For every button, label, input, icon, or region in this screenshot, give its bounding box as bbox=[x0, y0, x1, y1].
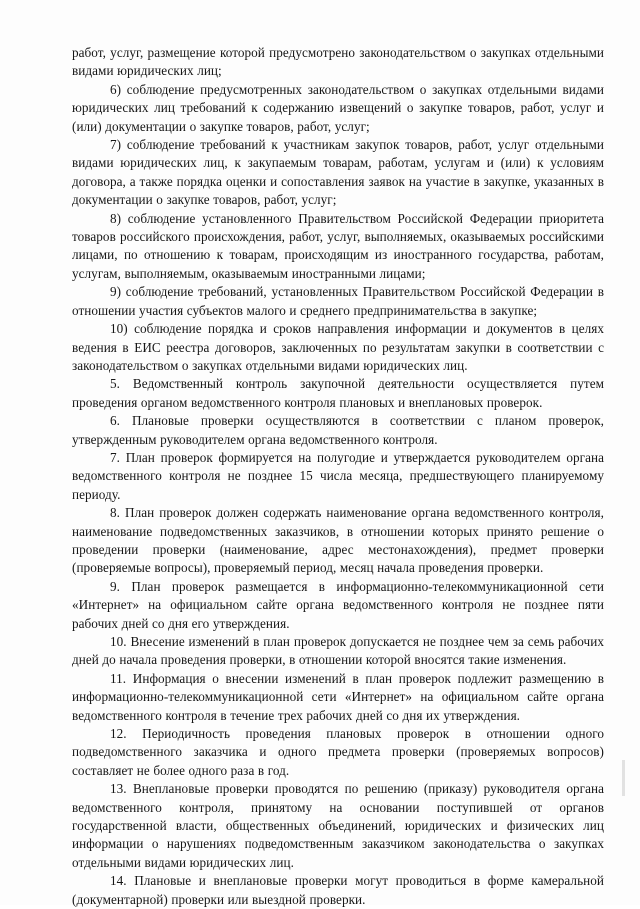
paragraph-item-8: 8) соблюдение установленного Правительством Российской Федерации приоритета товаров российского происхождения, работ, услуг, выполняемых, оказываемых российскими лицами, по отношению к товарам, происходящим из иностранного государства, работам, услугам, выполняемым, оказываемым иностранными лицами; bbox=[72, 210, 604, 281]
paragraph-item-6: 6) соблюдение предусмотренных законодательством о закупках отдельными видами юридических лиц требований к содержанию извещений о закупке товаров, работ, услуг и (или) документации о закупке товаров, работ, услуг; bbox=[72, 81, 604, 134]
paragraph-section-6: 6. Плановые проверки осуществляются в соответствии с планом проверок, утвержденным руководителем органа ведомственного контроля. bbox=[72, 413, 604, 447]
paragraph-section-13: 13. Внеплановые проверки проводятся по решению (приказу) руководителя органа ведомственного контроля, принятому на основании поступившей от органов государственной власти, общественных объединений, юридических и физических лиц информации о нарушениях подведомственным заказчиком законодательства о закупках отдельными видами юридических лиц. bbox=[72, 781, 604, 870]
paragraph-section-12: 12. Периодичность проведения плановых проверок в отношении одного подведомственного заказчика и одного предмета проверки (проверяемых вопросов) составляет не более одного раза в год. bbox=[72, 726, 604, 778]
paragraph-section-14: 14. Плановые и внеплановые проверки могут проводиться в форме камеральной (документарной) проверки или выездной проверки. bbox=[72, 873, 604, 907]
paragraph-item-9: 9) соблюдение требований, установленных Правительством Российской Федерации в отношении участия субъектов малого и среднего предпринимательства в закупке; bbox=[72, 284, 604, 318]
paragraph-item-10: 10) соблюдение порядка и сроков направления информации и документов в целях ведения в ЕИС реестра договоров, заключенных по результатам закупки в соответствии с законодательством о закупках отдельными видами юридических лиц. bbox=[72, 321, 604, 373]
paragraph-section-7: 7. План проверок формируется на полугодие и утверждается руководителем органа ведомственного контроля не позднее 15 числа месяца, предшествующего планируемому периоду. bbox=[72, 449, 604, 502]
paragraph-item-7: 7) соблюдение требований к участникам закупок товаров, работ, услуг отдельными видами юридических лиц, к закупаемым товарам, работам, услугам и (или) к условиям договора, а также порядка оценки и сопоставления заявок на участие в закупке, указанных в документации о закупке товаров, работ, услуг; bbox=[72, 137, 604, 208]
paragraph-section-5: 5. Ведомственный контроль закупочной деятельности осуществляется путем проведения органом ведомственного контроля плановых и внеплановых проверок. bbox=[72, 376, 604, 410]
document-body bbox=[72, 44, 604, 909]
paragraph-section-8: 8. План проверок должен содержать наименование органа ведомственного контроля, наименование подведомственных заказчиков, в отношении которых принято решение о проведении проверки (наименование, адрес местонахождения), предмет проверки (проверяемые вопросы), проверяемый период, месяц начала проведения проверки. bbox=[72, 505, 604, 576]
scan-edge-mark bbox=[622, 760, 625, 796]
paragraph-section-10: 10. Внесение изменений в план проверок допускается не позднее чем за семь рабочих дней до начала проведения проверки, в отношении которой вносятся такие изменения. bbox=[72, 634, 604, 668]
paragraph-section-11: 11. Информация о внесении изменений в план проверок подлежит размещению в информационно-телекоммуникационной сети «Интернет» на официальном сайте органа ведомственного контроля в течение трех рабочих дней со дня их утверждения. bbox=[72, 670, 604, 723]
paragraph-section-9: 9. План проверок размещается в информационно-телекоммуникационной сети «Интернет» на официальном сайте органа ведомственного контроля не позднее пяти рабочих дней со дня его утверждения. bbox=[72, 578, 604, 631]
paragraph-continuation: работ, услуг, размещение которой предусмотрено законодательством о закупках отдельными видами юридических лиц; bbox=[72, 45, 604, 79]
